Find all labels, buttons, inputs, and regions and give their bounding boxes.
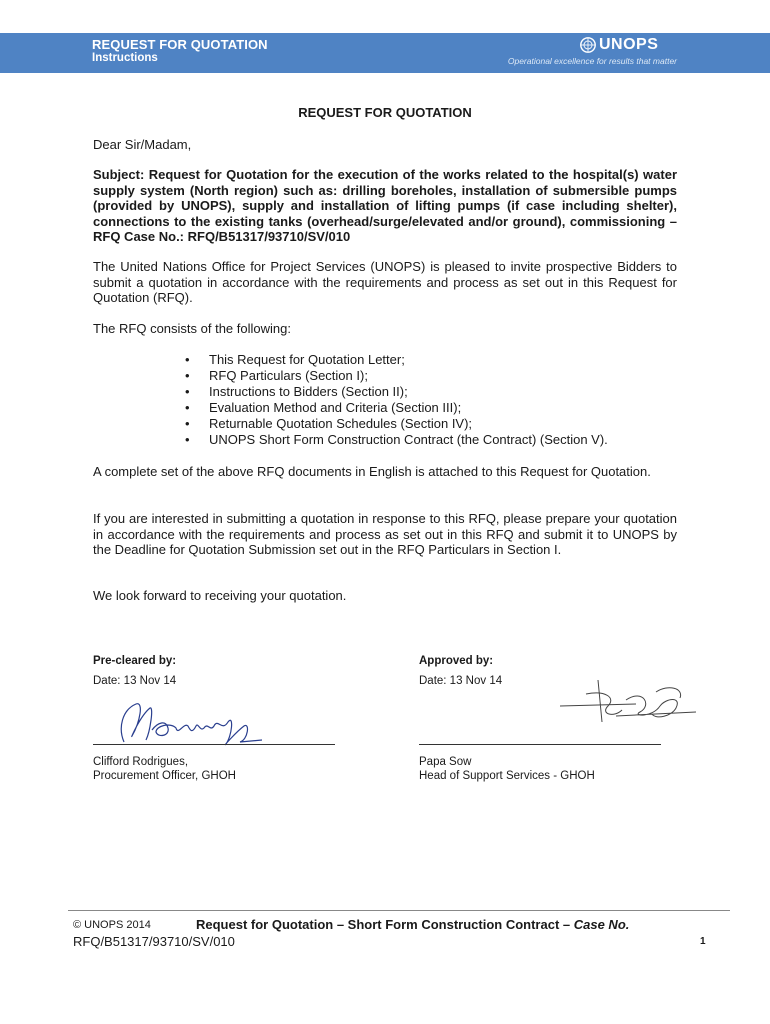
header-tagline: Operational excellence for results that matter <box>507 56 677 66</box>
header-subtitle: Instructions <box>92 52 158 64</box>
list-item: • This Request for Quotation Letter; <box>185 352 608 368</box>
consists-paragraph: The RFQ consists of the following: <box>93 321 291 336</box>
list-item: • Instructions to Bidders (Section II); <box>185 384 608 400</box>
intro-paragraph: The United Nations Office for Project Services (UNOPS) is pleased to invite prospective Bidders to submit a quotation in accordance with the requirements and process as set out in this Request for Quotation (RFQ). <box>93 259 677 305</box>
footer-divider <box>68 910 730 911</box>
complete-set-paragraph: A complete set of the above RFQ documents in English is attached to this Request for Quotation. <box>93 464 651 479</box>
approved-signature-line <box>419 744 661 745</box>
precleared-label: Pre-cleared by: <box>93 655 177 667</box>
un-emblem-icon <box>579 36 597 54</box>
precleared-role: Procurement Officer, GHOH <box>93 770 236 782</box>
approved-role: Head of Support Services - GHOH <box>419 770 595 782</box>
precleared-signature-line <box>93 744 335 745</box>
approved-name: Papa Sow <box>419 756 472 768</box>
rfq-contents-list <box>185 352 608 448</box>
list-item: • Returnable Quotation Schedules (Section IV); <box>185 416 608 432</box>
list-item: • UNOPS Short Form Construction Contract (the Contract) (Section V). <box>185 432 608 448</box>
header-band <box>0 33 770 73</box>
footer-title <box>196 917 629 932</box>
logo-text: UNOPS <box>599 36 659 53</box>
submission-paragraph: If you are interested in submitting a quotation in response to this RFQ, please prepare your quotation in accordance with the requirements and process as set out in this RFQ and submit it to UNOPS by the Deadline for Quotation Submission set out in the RFQ Particulars in Section I. <box>93 511 677 557</box>
unops-logo <box>579 36 658 54</box>
footer-copyright: © UNOPS 2014 <box>73 919 151 931</box>
list-item: • Evaluation Method and Criteria (Section III); <box>185 400 608 416</box>
page-number: 1 <box>700 936 706 947</box>
approved-signature-icon <box>556 676 706 730</box>
approved-label: Approved by: <box>419 655 494 667</box>
footer-title-text: Request for Quotation – Short Form Construction Contract – <box>196 917 574 932</box>
subject-paragraph: Subject: Request for Quotation for the execution of the works related to the hospital(s) water supply system (North region) such as: drilling boreholes, installation of submersible pumps (provided by UNOPS), supply and installation of lifting pumps (if case including shelter), connections to the existing tanks (overhead/surge/elevated and/or ground), commissioning – RFQ Case No.: RFQ/B51317/93710/SV/010 <box>93 167 677 244</box>
list-item: • RFQ Particulars (Section I); <box>185 368 608 384</box>
approved-date: Date: 13 Nov 14 <box>419 675 503 687</box>
footer-case-label: Case No. <box>573 917 630 932</box>
document-title: REQUEST FOR QUOTATION <box>298 105 472 120</box>
footer-case-number: RFQ/B51317/93710/SV/010 <box>73 934 235 949</box>
precleared-name: Clifford Rodrigues, <box>93 756 189 768</box>
header-title: REQUEST FOR QUOTATION <box>92 37 268 52</box>
salutation: Dear Sir/Madam, <box>93 137 192 152</box>
precleared-date: Date: 13 Nov 14 <box>93 675 177 687</box>
closing-paragraph: We look forward to receiving your quotation. <box>93 588 347 603</box>
